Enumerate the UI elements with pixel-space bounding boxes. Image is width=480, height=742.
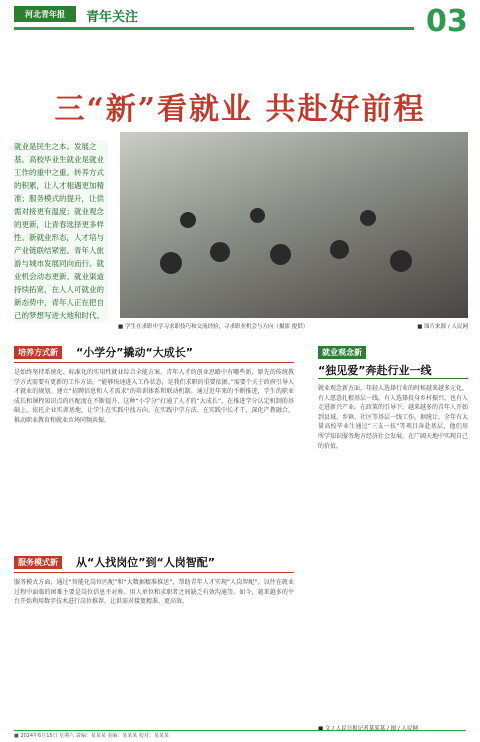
main-photo [120, 132, 468, 318]
article-concept: 就业观念新方面，年轻人选择行业的时候越来越多元化。有人愿意扎根基层一线，有人选择投身乡村振兴，也有人走进新兴产业。在政策的引导下，越来越多的青年人开始到县域、乡镇、社区等基层一线工作。据统计，全年有大量高校毕业生通过“三支一扶”等项目奔赴基层，他们用所学知识服务地方经济社会发展，在广阔天地中实现自己的价值。 [318, 385, 468, 450]
header-divider [14, 27, 414, 30]
article-training: 是始终坚持系统化、标准化的实用性就业综合全能方案，青年人才的创业思路中有哪些新，原先的传统教学方式需要有更新的工作方法。“能够快速进入工作状态，是我们求职的重要依据。”需要个关于政府引导人才就业的规划。建立“招聘信息和人才需求”的培训体系和联动机制。通过近年来的不断推进，学生的职业成长和课程知识点的匹配度在不断提升，这种“小学分”打通了人才的“大成长”。在推进学分认定机制的基础上，依托企业实训基地，让学生在实践中找方向、在实践中学方法、在实践中长才干，深化产教融合，推动职业教育和就业市场同频共振。 [14, 369, 294, 424]
section-name: 青年关注 [86, 10, 139, 25]
main-headline: 三“新”看就业 共赴好前程 [54, 92, 426, 127]
section-title-3: 从“人找岗位”到“人岗智配” [76, 556, 215, 569]
section-title-2: “独见爱”奔赴行业一线 [318, 364, 432, 377]
page-footer: ■ 2024年6月15日 星期六 责编：某某某 美编：某某某 校对：某某某 [14, 730, 466, 739]
section-divider-1 [14, 362, 294, 363]
lead-paragraph: 就业是民生之本。发展之基。高校毕业生就业是就业工作的重中之重。转养方式的积累，让人才相遇更加精准；服务模式的提升，让供需对接更有温度；就业观念的更新，让青春选择更多样性。新就业形态，人才培与产业链联结紧密。青年人旅游与城市发展同向而行。就业机会动态更新、就业渠道持续拓宽，在人人可就业的新态势中，青年人正在把自己的梦想写进大地和时代。 [14, 140, 108, 322]
chart-block [318, 660, 468, 732]
section-divider-3 [14, 572, 294, 573]
photo-credit: ■ 图片来源 / 人民网 [417, 324, 468, 330]
section-tag-3: 服务模式新 [14, 556, 62, 569]
newspaper-logo: 河北青年报 [14, 6, 76, 22]
article-service: 服务模式方面，通过“智能化岗位匹配”和“大数据精准推送”，帮助青年人才实现“人岗智配”。以往在就业过程中面临的困难主要是岗位信息不对称、用人单位和求职者之间缺乏有效沟通等。如今，越来越多的平台开始利用数字技术进行岗位推荐，让供需对接更精准、更高效。 [14, 579, 294, 606]
photo-caption [118, 322, 468, 330]
chart-caption: ■ 文 / 人民日报记者某某某 / 图 / 人民网 [318, 726, 418, 732]
section-tag-2: 就业观念新 [318, 346, 366, 359]
page-header [0, 0, 480, 44]
section-divider-2 [318, 378, 468, 379]
section-tag-1: 培养方式新 [14, 346, 62, 359]
caption-text: ■ 学生在求职中学习求职技巧和交流经验，寻求职业机会与方向（摄影 提供） [118, 324, 309, 330]
section-title-1: “小学分”撬动“大成长” [76, 346, 193, 359]
page-number: 03 [426, 4, 468, 39]
